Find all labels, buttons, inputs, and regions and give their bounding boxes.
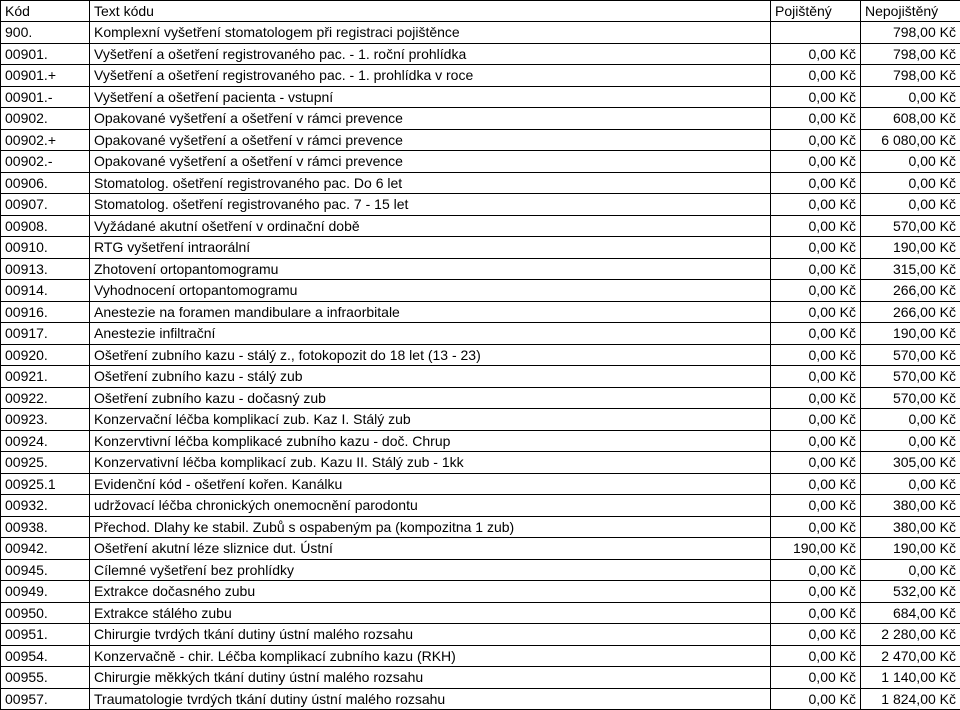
cell-uninsured-price: 266,00 Kč — [861, 301, 960, 323]
cell-code: 00954. — [1, 645, 90, 667]
cell-description: Anestezie infiltrační — [90, 323, 771, 345]
cell-uninsured-price: 0,00 Kč — [861, 430, 960, 452]
cell-description: Ošetření zubního kazu - stálý zub — [90, 366, 771, 388]
cell-insured-price: 0,00 Kč — [771, 194, 861, 216]
cell-uninsured-price: 0,00 Kč — [861, 194, 960, 216]
table-row — [1, 280, 960, 302]
cell-uninsured-price: 2 280,00 Kč — [861, 624, 960, 646]
cell-code: 00924. — [1, 430, 90, 452]
cell-uninsured-price: 380,00 Kč — [861, 495, 960, 517]
cell-description: Konzervační léčba komplikací zub. Kaz I. Stálý zub — [90, 409, 771, 431]
table-row — [1, 688, 960, 710]
table-row — [1, 22, 960, 44]
cell-insured-price: 0,00 Kč — [771, 86, 861, 108]
cell-insured-price: 0,00 Kč — [771, 688, 861, 710]
cell-insured-price: 0,00 Kč — [771, 559, 861, 581]
cell-uninsured-price: 798,00 Kč — [861, 43, 960, 65]
cell-description: Vyžádané akutní ošetření v ordinační době — [90, 215, 771, 237]
cell-insured-price: 0,00 Kč — [771, 366, 861, 388]
table-row — [1, 194, 960, 216]
cell-insured-price: 0,00 Kč — [771, 215, 861, 237]
cell-code: 00902.- — [1, 151, 90, 173]
cell-uninsured-price: 1 824,00 Kč — [861, 688, 960, 710]
cell-code: 00914. — [1, 280, 90, 302]
cell-uninsured-price: 608,00 Kč — [861, 108, 960, 130]
cell-insured-price: 0,00 Kč — [771, 151, 861, 173]
cell-description: Konzervtivní léčba komplikacé zubního kazu - doč. Chrup — [90, 430, 771, 452]
cell-insured-price: 0,00 Kč — [771, 344, 861, 366]
table-row — [1, 323, 960, 345]
cell-insured-price: 0,00 Kč — [771, 108, 861, 130]
cell-code: 00922. — [1, 387, 90, 409]
cell-insured-price: 0,00 Kč — [771, 602, 861, 624]
cell-insured-price: 0,00 Kč — [771, 473, 861, 495]
cell-insured-price — [771, 22, 861, 44]
cell-description: Komplexní vyšetření stomatologem při registraci pojištěnce — [90, 22, 771, 44]
cell-description: Vyšetření a ošetření registrovaného pac. - 1. roční prohlídka — [90, 43, 771, 65]
table-row — [1, 65, 960, 87]
cell-uninsured-price: 266,00 Kč — [861, 280, 960, 302]
table-row — [1, 108, 960, 130]
cell-uninsured-price: 6 080,00 Kč — [861, 129, 960, 151]
cell-uninsured-price: 0,00 Kč — [861, 409, 960, 431]
cell-insured-price: 0,00 Kč — [771, 323, 861, 345]
cell-insured-price: 0,00 Kč — [771, 65, 861, 87]
cell-description: Chirurgie měkkých tkání dutiny ústní malého rozsahu — [90, 667, 771, 689]
header-insured: Pojištěný — [771, 1, 861, 22]
cell-code: 00950. — [1, 602, 90, 624]
table-row — [1, 645, 960, 667]
cell-description: Ošetření akutní léze sliznice dut. Ústní — [90, 538, 771, 560]
cell-insured-price: 0,00 Kč — [771, 430, 861, 452]
cell-insured-price: 190,00 Kč — [771, 538, 861, 560]
header-text: Text kódu — [90, 1, 771, 22]
cell-description: Vyšetření a ošetření pacienta - vstupní — [90, 86, 771, 108]
cell-description: Přechod. Dlahy ke stabil. Zubů s ospabeným pa (kompozitna 1 zub) — [90, 516, 771, 538]
cell-description: Cílemné vyšetření bez prohlídky — [90, 559, 771, 581]
cell-description: Extrakce dočasného zubu — [90, 581, 771, 603]
cell-code: 00945. — [1, 559, 90, 581]
table-row — [1, 172, 960, 194]
table-row — [1, 409, 960, 431]
table-row — [1, 538, 960, 560]
cell-description: RTG vyšetření intraorální — [90, 237, 771, 259]
cell-code: 00942. — [1, 538, 90, 560]
header-row — [1, 1, 960, 22]
cell-insured-price: 0,00 Kč — [771, 172, 861, 194]
table-row — [1, 344, 960, 366]
cell-description: Extrakce stálého zubu — [90, 602, 771, 624]
cell-uninsured-price: 380,00 Kč — [861, 516, 960, 538]
cell-description: Chirurgie tvrdých tkání dutiny ústní malého rozsahu — [90, 624, 771, 646]
table-row — [1, 237, 960, 259]
cell-code: 00907. — [1, 194, 90, 216]
cell-description: Zhotovení ortopantomogramu — [90, 258, 771, 280]
table-row — [1, 43, 960, 65]
cell-code: 00957. — [1, 688, 90, 710]
cell-uninsured-price: 570,00 Kč — [861, 215, 960, 237]
cell-code: 00901. — [1, 43, 90, 65]
cell-code: 00901.+ — [1, 65, 90, 87]
cell-code: 00913. — [1, 258, 90, 280]
cell-uninsured-price: 798,00 Kč — [861, 65, 960, 87]
cell-insured-price: 0,00 Kč — [771, 280, 861, 302]
cell-insured-price: 0,00 Kč — [771, 624, 861, 646]
cell-code: 00908. — [1, 215, 90, 237]
cell-description: Opakované vyšetření a ošetření v rámci prevence — [90, 151, 771, 173]
cell-description: udržovací léčba chronických onemocnění parodontu — [90, 495, 771, 517]
cell-description: Ošetření zubního kazu - stálý z., fotokopozit do 18 let (13 - 23) — [90, 344, 771, 366]
table-row — [1, 301, 960, 323]
cell-insured-price: 0,00 Kč — [771, 129, 861, 151]
cell-insured-price: 0,00 Kč — [771, 452, 861, 474]
cell-description: Stomatolog. ošetření registrovaného pac. 7 - 15 let — [90, 194, 771, 216]
cell-insured-price: 0,00 Kč — [771, 581, 861, 603]
table-row — [1, 559, 960, 581]
cell-code: 00923. — [1, 409, 90, 431]
cell-code: 900. — [1, 22, 90, 44]
table-row — [1, 602, 960, 624]
cell-code: 00925. — [1, 452, 90, 474]
cell-uninsured-price: 570,00 Kč — [861, 387, 960, 409]
table-row — [1, 581, 960, 603]
table-row — [1, 215, 960, 237]
table-row — [1, 366, 960, 388]
cell-code: 00932. — [1, 495, 90, 517]
cell-code: 00938. — [1, 516, 90, 538]
cell-description: Evidenční kód - ošetření kořen. Kanálku — [90, 473, 771, 495]
cell-insured-price: 0,00 Kč — [771, 645, 861, 667]
cell-description: Anestezie na foramen mandibulare a infraorbitale — [90, 301, 771, 323]
cell-insured-price: 0,00 Kč — [771, 43, 861, 65]
cell-insured-price: 0,00 Kč — [771, 258, 861, 280]
cell-insured-price: 0,00 Kč — [771, 409, 861, 431]
cell-uninsured-price: 532,00 Kč — [861, 581, 960, 603]
cell-uninsured-price: 315,00 Kč — [861, 258, 960, 280]
cell-insured-price: 0,00 Kč — [771, 495, 861, 517]
cell-code: 00920. — [1, 344, 90, 366]
cell-uninsured-price: 190,00 Kč — [861, 538, 960, 560]
cell-description: Konzervativní léčba komplikací zub. Kazu II. Stálý zub - 1kk — [90, 452, 771, 474]
table-row — [1, 495, 960, 517]
cell-uninsured-price: 1 140,00 Kč — [861, 667, 960, 689]
cell-code: 00910. — [1, 237, 90, 259]
header-uninsured: Nepojištěný — [861, 1, 960, 22]
cell-description: Vyhodnocení ortopantomogramu — [90, 280, 771, 302]
cell-uninsured-price: 190,00 Kč — [861, 237, 960, 259]
table-row — [1, 473, 960, 495]
header-code: Kód — [1, 1, 90, 22]
cell-code: 00902. — [1, 108, 90, 130]
table-row — [1, 667, 960, 689]
table-row — [1, 430, 960, 452]
cell-code: 00925.1 — [1, 473, 90, 495]
table-row — [1, 624, 960, 646]
cell-code: 00901.- — [1, 86, 90, 108]
cell-uninsured-price: 0,00 Kč — [861, 172, 960, 194]
cell-uninsured-price: 684,00 Kč — [861, 602, 960, 624]
cell-code: 00902.+ — [1, 129, 90, 151]
cell-description: Traumatologie tvrdých tkání dutiny ústní malého rozsahu — [90, 688, 771, 710]
cell-code: 00921. — [1, 366, 90, 388]
cell-uninsured-price: 798,00 Kč — [861, 22, 960, 44]
table-row — [1, 258, 960, 280]
cell-uninsured-price: 305,00 Kč — [861, 452, 960, 474]
cell-uninsured-price: 0,00 Kč — [861, 151, 960, 173]
cell-description: Ošetření zubního kazu - dočasný zub — [90, 387, 771, 409]
cell-code: 00906. — [1, 172, 90, 194]
cell-uninsured-price: 570,00 Kč — [861, 344, 960, 366]
table-row — [1, 151, 960, 173]
cell-uninsured-price: 2 470,00 Kč — [861, 645, 960, 667]
cell-description: Vyšetření a ošetření registrovaného pac. - 1. prohlídka v roce — [90, 65, 771, 87]
table-row — [1, 387, 960, 409]
cell-uninsured-price: 0,00 Kč — [861, 473, 960, 495]
cell-code: 00916. — [1, 301, 90, 323]
cell-insured-price: 0,00 Kč — [771, 667, 861, 689]
cell-insured-price: 0,00 Kč — [771, 516, 861, 538]
cell-uninsured-price: 0,00 Kč — [861, 86, 960, 108]
cell-code: 00917. — [1, 323, 90, 345]
table-row — [1, 86, 960, 108]
cell-code: 00949. — [1, 581, 90, 603]
cell-insured-price: 0,00 Kč — [771, 301, 861, 323]
cell-description: Konzervačně - chir. Léčba komplikací zubního kazu (RKH) — [90, 645, 771, 667]
cell-code: 00955. — [1, 667, 90, 689]
cell-uninsured-price: 570,00 Kč — [861, 366, 960, 388]
table-row — [1, 452, 960, 474]
cell-insured-price: 0,00 Kč — [771, 237, 861, 259]
cell-description: Opakované vyšetření a ošetření v rámci prevence — [90, 129, 771, 151]
cell-insured-price: 0,00 Kč — [771, 387, 861, 409]
cell-description: Opakované vyšetření a ošetření v rámci prevence — [90, 108, 771, 130]
cell-uninsured-price: 0,00 Kč — [861, 559, 960, 581]
cell-description: Stomatolog. ošetření registrovaného pac. Do 6 let — [90, 172, 771, 194]
table-row — [1, 129, 960, 151]
cell-uninsured-price: 190,00 Kč — [861, 323, 960, 345]
table-row — [1, 516, 960, 538]
cell-code: 00951. — [1, 624, 90, 646]
